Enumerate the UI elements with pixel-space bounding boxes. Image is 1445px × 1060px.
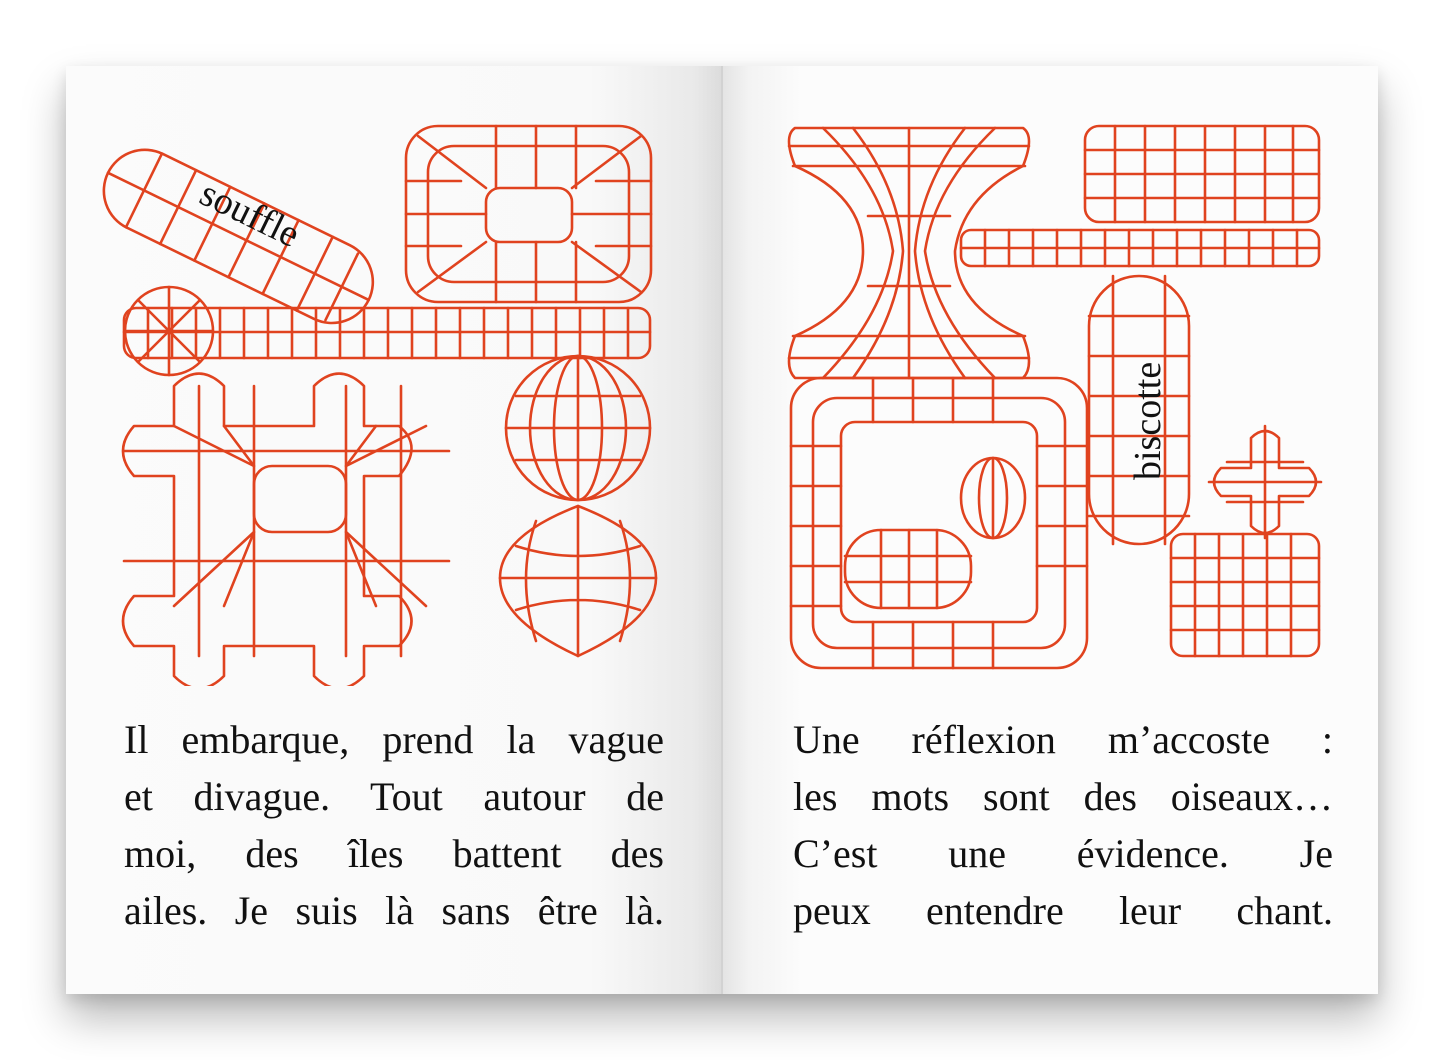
right-illustration [723, 66, 1378, 686]
text-line: C’est une évidence. Je [793, 831, 1333, 876]
illustration-label-biscotte: biscotte [1127, 361, 1169, 480]
right-page [723, 66, 1378, 994]
text-line: peux entendre leur chant. [793, 888, 1333, 933]
text-line: moi, des îles battent des [124, 831, 664, 876]
right-paragraph [793, 711, 1333, 939]
text-line: Il embarque, prend la vague [124, 717, 664, 762]
text-line: les mots sont des oiseaux… [793, 774, 1333, 819]
text-line: Une réflexion m’accoste : [793, 717, 1333, 762]
illustration-label-souffle: souffle [193, 172, 307, 256]
text-line: et divague. Tout autour de [124, 774, 664, 819]
left-paragraph [124, 711, 664, 939]
left-illustration [66, 66, 721, 686]
text-line: ailes. Je suis là sans être là. [124, 888, 664, 933]
left-page [66, 66, 721, 994]
